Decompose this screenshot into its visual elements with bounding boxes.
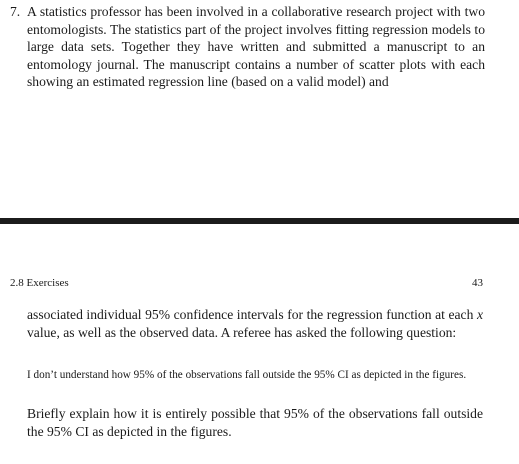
section-title: 2.8 Exercises bbox=[10, 277, 69, 289]
page-top-section bbox=[0, 0, 519, 218]
continuation-paragraph bbox=[27, 306, 483, 341]
referee-quote: I don’t understand how 95% of the observations fall outside the 95% CI as depicted in the figures. bbox=[27, 369, 467, 381]
page-number: 43 bbox=[472, 277, 483, 289]
page-bottom-section bbox=[0, 224, 519, 464]
continuation-text-a: associated individual 95% confidence intervals for the regression function at each bbox=[27, 307, 477, 322]
exercise-number: 7. bbox=[10, 4, 21, 19]
task-paragraph: Briefly explain how it is entirely possible that 95% of the observations fall outside the 95% CI as depicted in the figures. bbox=[27, 406, 483, 439]
variable-x: x bbox=[476, 307, 483, 322]
continuation-text-b: value, as well as the observed data. A referee has asked the following question: bbox=[27, 324, 457, 340]
exercise-7 bbox=[10, 3, 485, 91]
exercise-text: A statistics professor has been involved in a collaborative research project with two entomologists. The statistics part of the project involves fitting regression models to large data sets. Together they have written and submitted a manuscript to an entomology journal. The manuscript contains a number of scatter plots with each showing an estimated regression line (based on a valid model) and bbox=[27, 4, 485, 90]
